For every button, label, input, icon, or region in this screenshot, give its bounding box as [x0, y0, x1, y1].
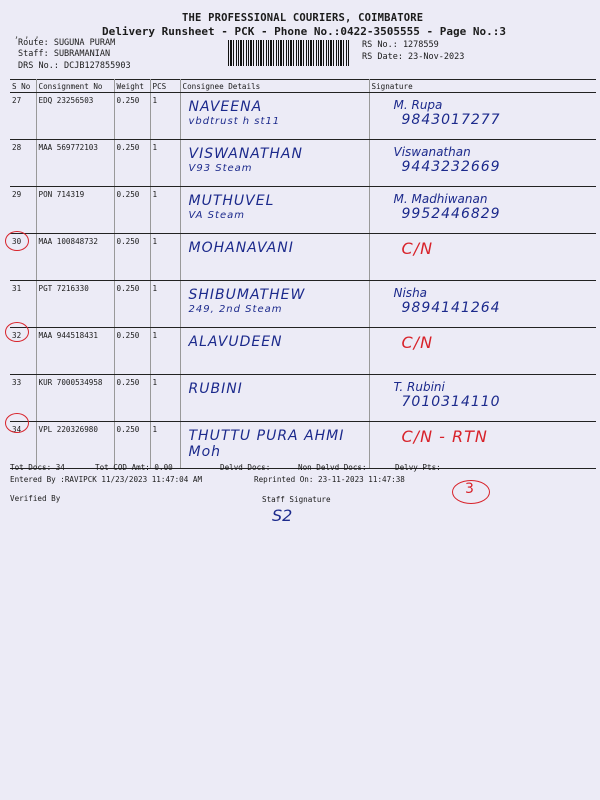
sno-value: 28	[12, 143, 22, 152]
consignee-name: VISWANATHAN	[188, 146, 303, 162]
cell-sno	[10, 281, 36, 328]
cell-signature	[369, 375, 596, 422]
cell-consignee	[180, 187, 369, 234]
cell-weight	[114, 187, 150, 234]
pcs-value: 1	[152, 378, 158, 387]
consignee-name: MOHANAVANI	[188, 240, 294, 256]
pcs-value: 1	[152, 284, 158, 293]
barcode	[228, 40, 350, 66]
col-consignment: Consignment No	[36, 80, 114, 93]
rs-number: RS No.: 1278559	[362, 40, 439, 50]
cell-signature	[369, 281, 596, 328]
receiver-phone: 9894141264	[401, 300, 501, 316]
cell-pcs	[150, 375, 180, 422]
sno-value: 29	[12, 190, 22, 199]
receiver-phone: 9843017277	[401, 112, 501, 128]
sno-value: 33	[12, 378, 22, 387]
rs-date: RS Date: 23-Nov-2023	[362, 52, 465, 62]
cell-weight	[114, 93, 150, 140]
delvy-pts: Delvy Pts:	[395, 463, 441, 472]
corner-mark: , , ,	[14, 31, 40, 41]
consignee-name: THUTTU PURA AHMI Moh	[188, 428, 345, 460]
consignee-address: vbdtrust h st11	[188, 116, 281, 127]
cell-consignee	[180, 281, 369, 328]
col-consignee: Consignee Details	[180, 80, 369, 93]
table-row	[10, 140, 596, 187]
receiver-phone: 9952446829	[401, 206, 501, 222]
sno-value: 30	[12, 237, 22, 246]
weight-value: 0.250	[116, 425, 140, 434]
receiver-signature: T. Rubini	[393, 380, 445, 394]
circle-mark-34	[5, 413, 29, 433]
consignee-name: NAVEENA	[188, 99, 263, 115]
consignee-address: V93 Steam	[188, 163, 253, 174]
weight-value: 0.250	[116, 331, 140, 340]
sno-value: 27	[12, 96, 22, 105]
cell-weight	[114, 328, 150, 375]
circle-mark-32	[5, 322, 29, 342]
tot-cod: Tot COD Amt: 0.00	[95, 463, 173, 472]
weight-value: 0.250	[116, 284, 140, 293]
cell-pcs	[150, 328, 180, 375]
cell-pcs	[150, 234, 180, 281]
cell-consignment	[36, 234, 114, 281]
status-mark: C/N	[401, 239, 434, 258]
weight-value: 0.250	[116, 143, 140, 152]
cell-pcs	[150, 281, 180, 328]
col-weight: Weight	[114, 80, 150, 93]
weight-value: 0.250	[116, 190, 140, 199]
weight-value: 0.250	[116, 96, 140, 105]
receiver-signature: M. Rupa	[393, 98, 443, 112]
cell-weight	[114, 140, 150, 187]
cell-consignee	[180, 328, 369, 375]
consignment-value: MAA 569772103	[38, 143, 98, 152]
verified-by: Verified By	[10, 494, 61, 503]
cell-weight	[114, 234, 150, 281]
sno-value: 31	[12, 284, 22, 293]
runsheet-title: Delivery Runsheet - PCK - Phone No.:0422-3505555 - Page No.:3	[102, 25, 506, 38]
tot-docs: Tot Docs: 34	[10, 463, 65, 472]
cell-sno	[10, 93, 36, 140]
cell-consignee	[180, 234, 369, 281]
receiver-signature: Nisha	[393, 286, 428, 300]
pcs-value: 1	[152, 331, 158, 340]
status-mark: C/N - RTN	[401, 427, 488, 446]
cell-consignee	[180, 422, 369, 469]
consignee-address: 249, 2nd Steam	[188, 304, 283, 315]
table-row	[10, 281, 596, 328]
non-delvd-docs: Non Delvd Docs:	[298, 463, 367, 472]
table-row	[10, 328, 596, 375]
staff-signature-label: Staff Signature	[262, 495, 331, 504]
cell-consignment	[36, 328, 114, 375]
receiver-signature: Viswanathan	[393, 145, 471, 159]
table-header-row	[10, 80, 596, 93]
pcs-value: 1	[152, 96, 158, 105]
cell-sno	[10, 140, 36, 187]
pcs-value: 1	[152, 190, 158, 199]
cell-consignment	[36, 187, 114, 234]
pcs-value: 1	[152, 237, 158, 246]
status-mark: C/N	[401, 333, 434, 352]
entered-by: Entered By :RAVIPCK 11/23/2023 11:47:04 AM	[10, 475, 203, 484]
table-row	[10, 422, 596, 469]
consignment-value: VPL 220326980	[38, 425, 98, 434]
col-sno: S No	[10, 80, 36, 93]
consignee-address: VA Steam	[188, 210, 245, 221]
page-mark-number: 3	[465, 481, 474, 497]
drs-number: DRS No.: DCJB127855903	[18, 61, 131, 71]
table-row	[10, 93, 596, 140]
cell-pcs	[150, 140, 180, 187]
col-pcs: PCS	[150, 80, 180, 93]
cell-weight	[114, 281, 150, 328]
cell-pcs	[150, 93, 180, 140]
consignee-name: SHIBUMATHEW	[188, 287, 306, 303]
pcs-value: 1	[152, 143, 158, 152]
consignment-value: PGT 7216330	[38, 284, 89, 293]
cell-signature	[369, 422, 596, 469]
cell-consignee	[180, 140, 369, 187]
staff-signature: S2	[272, 506, 293, 525]
consignee-name: RUBINI	[188, 381, 243, 397]
consignee-name: ALAVUDEEN	[188, 334, 283, 350]
cell-consignment	[36, 375, 114, 422]
cell-signature	[369, 140, 596, 187]
col-signature: Signature	[369, 80, 596, 93]
table-row	[10, 234, 596, 281]
cell-consignment	[36, 281, 114, 328]
weight-value: 0.250	[116, 237, 140, 246]
receiver-signature: M. Madhiwanan	[393, 192, 488, 206]
cell-signature	[369, 187, 596, 234]
cell-consignment	[36, 140, 114, 187]
consignee-name: MUTHUVEL	[188, 193, 275, 209]
table-row	[10, 187, 596, 234]
cell-consignment	[36, 422, 114, 469]
receiver-phone: 7010314110	[401, 394, 501, 410]
consignment-value: MAA 100848732	[38, 237, 98, 246]
reprinted-on: Reprinted On: 23-11-2023 11:47:38	[254, 475, 405, 484]
consignment-value: EDQ 23256503	[38, 96, 94, 105]
staff-label: Staff: SUBRAMANIAN	[18, 49, 111, 59]
consignment-value: MAA 944518431	[38, 331, 98, 340]
sno-value: 34	[12, 425, 22, 434]
table-row	[10, 375, 596, 422]
cell-pcs	[150, 187, 180, 234]
cell-signature	[369, 234, 596, 281]
cell-weight	[114, 422, 150, 469]
cell-sno	[10, 187, 36, 234]
receiver-phone: 9443232669	[401, 159, 501, 175]
cell-consignee	[180, 93, 369, 140]
delvd-docs: Delvd Docs:	[220, 463, 271, 472]
circle-mark-30	[5, 231, 29, 251]
runsheet-table	[10, 79, 596, 469]
cell-signature	[369, 93, 596, 140]
company-title: THE PROFESSIONAL COURIERS, COIMBATORE	[182, 12, 424, 24]
cell-consignment	[36, 93, 114, 140]
cell-signature	[369, 328, 596, 375]
route-label: Route: SUGUNA PURAM	[18, 38, 116, 48]
sno-value: 32	[12, 331, 22, 340]
cell-pcs	[150, 422, 180, 469]
weight-value: 0.250	[116, 378, 140, 387]
cell-weight	[114, 375, 150, 422]
consignment-value: KUR 7000534958	[38, 378, 103, 387]
pcs-value: 1	[152, 425, 158, 434]
cell-consignee	[180, 375, 369, 422]
consignment-value: PON 714319	[38, 190, 85, 199]
